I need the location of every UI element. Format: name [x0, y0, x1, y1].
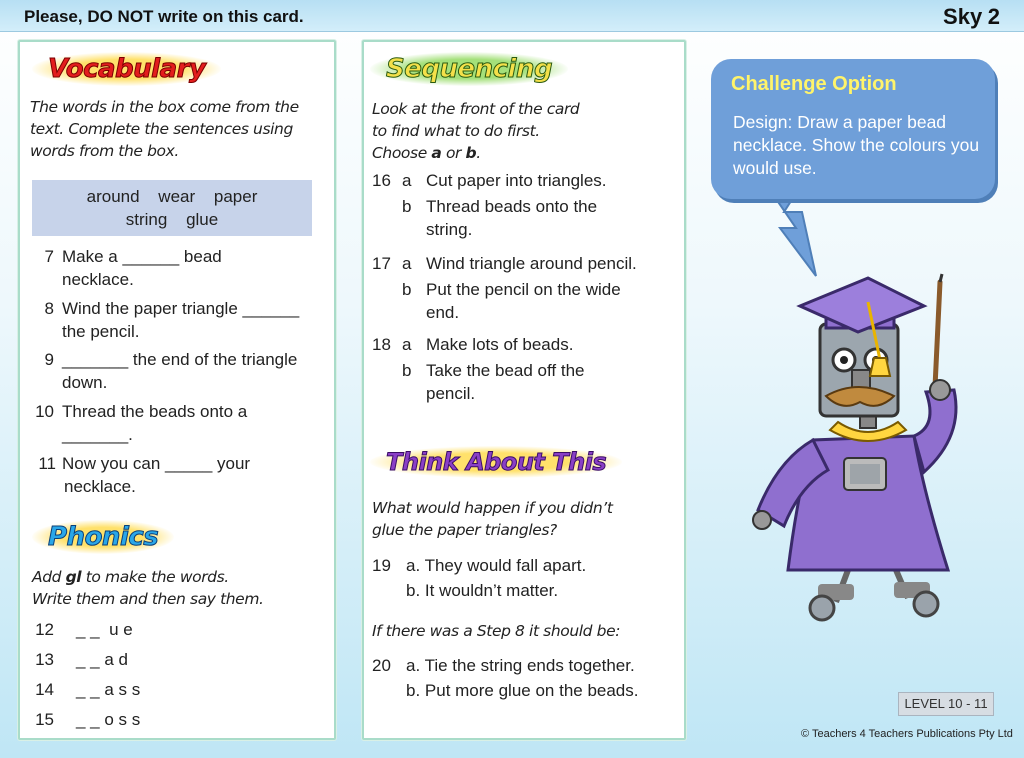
- question-9: [30, 348, 335, 396]
- item-number: 13: [35, 650, 54, 669]
- item-number: 15: [35, 710, 54, 729]
- word: paper: [213, 187, 258, 206]
- option-b-text-line1: Put the pencil on the wide: [426, 280, 621, 299]
- word-box-line-2: [32, 208, 312, 231]
- item-number: 14: [35, 680, 54, 699]
- question-20: [372, 654, 682, 704]
- option-a-text: Make lots of beads.: [426, 335, 574, 354]
- option-b-text-line2: string.: [426, 220, 473, 239]
- question-text-line1: Thread the beads onto a: [62, 402, 248, 421]
- option-letter: a: [402, 254, 412, 273]
- option-b-text-line2: pencil.: [426, 384, 476, 403]
- phonics-instr-bold: gl: [65, 568, 82, 586]
- sequencing-panel: [362, 40, 686, 740]
- question-11: [32, 452, 332, 500]
- question-number: 7: [44, 247, 54, 266]
- think-instr-line2: glue the paper triangles?: [372, 521, 557, 539]
- phonics-instr-line2: Write them and then say them.: [32, 590, 264, 608]
- option-b-text-line1: Thread beads onto the: [426, 197, 598, 216]
- item-text: _ _ u e: [76, 620, 133, 639]
- level-badge: LEVEL 10 - 11: [898, 692, 994, 716]
- question-text-line2: down.: [62, 373, 108, 392]
- option-letter: b: [402, 361, 412, 380]
- word: around: [86, 187, 140, 206]
- question-number: 18: [372, 335, 391, 354]
- word: glue: [186, 210, 219, 229]
- question-19: [372, 554, 682, 604]
- warning-note: Please, DO NOT write on this card.: [24, 7, 304, 26]
- phonics-instr-text: Add: [32, 568, 66, 586]
- sequencing-instructions: [372, 98, 672, 164]
- question-8: [30, 297, 335, 345]
- question-7: [30, 245, 330, 293]
- think-about-this-heading: Think About This: [370, 446, 622, 478]
- phonics-instructions: [32, 566, 332, 610]
- phonics-item-15: [30, 708, 330, 732]
- step8-prompt: If there was a Step 8 it should be:: [372, 622, 621, 640]
- question-text-line2: necklace.: [62, 270, 134, 289]
- phonics-instr-text: to make the words.: [81, 568, 229, 586]
- seq-instr-a: a: [431, 144, 442, 162]
- question-number: 9: [44, 350, 54, 369]
- sky-number: 2: [987, 4, 1000, 29]
- vocabulary-instructions: The words in the box come from the text. Complete the sentences using words from the box.: [30, 98, 299, 160]
- item-text: _ _ a d: [76, 650, 128, 669]
- word-box: [32, 180, 312, 236]
- robot-teacher-illustration: [718, 190, 1018, 630]
- challenge-option-bubble: [711, 59, 995, 199]
- option-b-text-line1: Take the bead off the: [426, 361, 585, 380]
- option-b-text: b. It wouldn’t matter.: [406, 581, 559, 600]
- think-instr-line1: What would happen if you didn’t: [372, 499, 613, 517]
- question-text-line1: Now you can _____ your: [62, 454, 251, 473]
- word: wear: [158, 187, 196, 206]
- question-number: 17: [372, 254, 391, 273]
- option-a-text: a. They would fall apart.: [406, 556, 587, 575]
- question-10: [30, 400, 330, 448]
- phonics-item-14: [30, 678, 330, 702]
- vocabulary-panel: [18, 40, 336, 740]
- seq-instr-text: Choose: [372, 144, 432, 162]
- question-16: [372, 169, 682, 241]
- option-a-text: Wind triangle around pencil.: [426, 254, 637, 273]
- option-letter: a: [402, 335, 412, 354]
- question-number: 20: [372, 656, 391, 675]
- item-text: _ _ a s s: [76, 680, 141, 699]
- card-label: [943, 4, 1000, 30]
- question-number: 8: [44, 299, 54, 318]
- option-a-text: Cut paper into triangles.: [426, 171, 607, 190]
- word: string: [125, 210, 168, 229]
- question-text-line1: _______ the end of the triangle: [62, 350, 298, 369]
- seq-instr-line1: Look at the front of the card: [372, 100, 580, 118]
- question-text-line2: necklace.: [64, 477, 136, 496]
- think-instructions: [372, 497, 682, 541]
- question-number: 10: [35, 402, 54, 421]
- copyright-notice: © Teachers 4 Teachers Publications Pty Ltd: [801, 728, 1013, 740]
- option-a-text: a. Tie the string ends together.: [406, 656, 635, 675]
- phonics-item-13: [30, 648, 330, 672]
- word-box-line-1: [32, 185, 312, 208]
- seq-instr-text: or: [441, 144, 466, 162]
- item-number: 12: [35, 620, 54, 639]
- phonics-item-12: [30, 618, 330, 642]
- option-letter: b: [402, 280, 412, 299]
- option-b-text-line2: end.: [426, 303, 460, 322]
- question-number: 19: [372, 556, 391, 575]
- seq-instr-b: b: [465, 144, 477, 162]
- seq-instr-line3: [372, 142, 672, 164]
- question-text-line2: _______.: [62, 425, 133, 444]
- item-text: _ _ o s s: [76, 710, 141, 729]
- option-letter: a: [402, 171, 412, 190]
- question-text-line2: the pencil.: [62, 322, 140, 341]
- question-18: [372, 333, 682, 405]
- seq-instr-line2: to find what to do first.: [372, 122, 540, 140]
- sequencing-heading: Sequencing: [370, 52, 568, 86]
- sky-label: Sky: [943, 4, 983, 29]
- question-text-line1: Make a ______ bead: [62, 247, 222, 266]
- top-bar: [0, 0, 1024, 32]
- option-b-text: b. Put more glue on the beads.: [406, 681, 639, 700]
- vocabulary-heading: Vocabulary: [32, 52, 221, 86]
- question-text-line1: Wind the paper triangle ______: [62, 299, 300, 318]
- question-number: 11: [38, 454, 56, 473]
- challenge-body: Design: Draw a paper bead necklace. Show the colours you would use.: [733, 112, 980, 178]
- phonics-heading: Phonics: [32, 520, 174, 554]
- question-number: 16: [372, 171, 391, 190]
- seq-instr-text: .: [476, 144, 481, 162]
- option-letter: b: [402, 197, 412, 216]
- challenge-title: Challenge Option: [731, 73, 897, 95]
- question-17: [372, 252, 682, 324]
